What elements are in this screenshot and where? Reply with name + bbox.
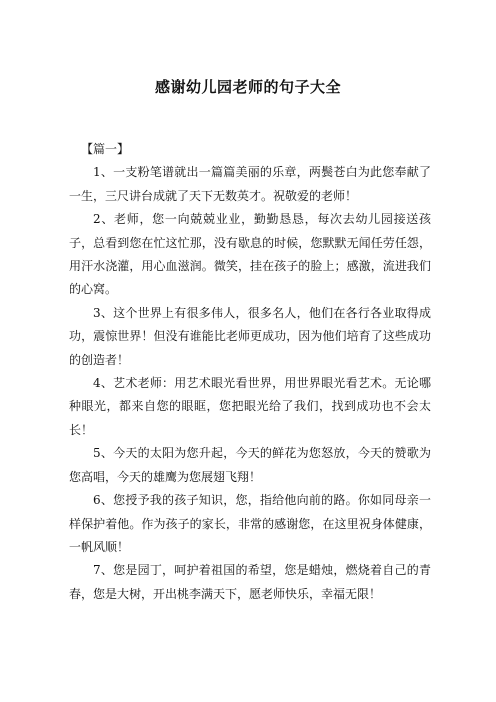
paragraph-3: 3、这个世界上有很多伟人，很多名人，他们在各行各业取得成功，震惊世界！但没有谁能比老师更成功，因为他们培育了这些成功的创造者！: [69, 305, 431, 367]
document-body: [69, 138, 431, 606]
paragraph-1: 1、一支粉笔谱就出一篇篇美丽的乐章，两鬓苍白为此您奉献了一生，三尺讲台成就了天下无数英才。祝敬爱的老师！: [69, 165, 431, 203]
paragraph-2: 2、老师，您一向兢兢业业，勤勤恳恳，每次去幼儿园接送孩子，总看到您在忙这忙那，没有歇息的时候，您默默无闻任劳任怨，用汗水浇灌，用心血滋润。微笑，挂在孩子的脸上；感激，流进我们的心窝。: [69, 212, 431, 297]
document-title: 感谢幼儿园老师的句子大全: [154, 78, 341, 96]
paragraph-5: 5、今天的太阳为您升起，今天的鲜花为您怒放，今天的赞歌为您高唱，今天的雄鹰为您展翅飞翔！: [69, 446, 431, 484]
paragraph-4: 4、艺术老师：用艺术眼光看世界，用世界眼光看艺术。无论哪种眼光，都来自您的眼眶，您把眼光给了我们，找到成功也不会太长！: [69, 376, 431, 437]
paragraph-6: 6、您授予我的孩子知识，您，指给他向前的路。你如同母亲一样保护着他。作为孩子的家长，非常的感谢您，在这里祝身体健康，一帆风顺！: [69, 493, 431, 554]
section-label: 【篇一】: [81, 142, 130, 156]
paragraph-7: 7、您是园丁，呵护着祖国的希望，您是蜡烛，燃烧着自己的青春，您是大树，开出桃李满天下，愿老师快乐，幸福无限！: [69, 563, 431, 601]
